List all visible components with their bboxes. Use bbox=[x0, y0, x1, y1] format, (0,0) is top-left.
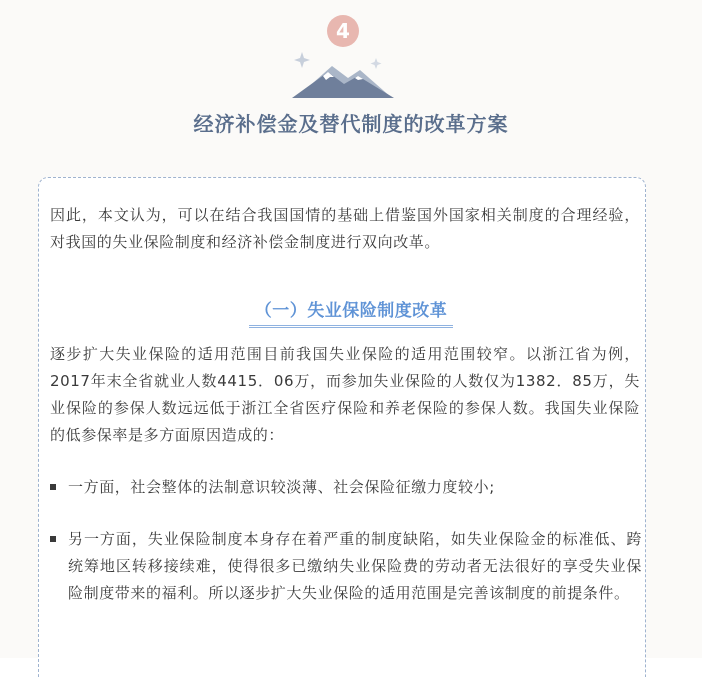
body-paragraph: 逐步扩大失业保险的适用范围目前我国失业保险的适用范围较窄。以浙江省为例，2017年末全省就业人数4415．06万，而参加失业保险的人数仅为1382．85万，失业保险的参保人数远远低于浙江全省医疗保险和养老保险的参保人数。我国失业保险的低参保率是多方面原因造成的： bbox=[50, 345, 640, 444]
section-number-badge bbox=[327, 15, 359, 47]
section-number: 4 bbox=[336, 19, 350, 43]
list-item-text: 一方面，社会整体的法制意识较淡薄、社会保险征缴力度较小; bbox=[68, 478, 495, 496]
bullet-square-icon bbox=[50, 536, 56, 542]
bullet-square-icon bbox=[50, 484, 56, 490]
list-item-text: 另一方面，失业保险制度本身存在着严重的制度缺陷，如失业保险金的标准低、跨统筹地区转移接续难，使得很多已缴纳失业保险费的劳动者无法很好的享受失业保险制度带来的福利。所以逐步扩大失业保险的适用范围是完善该制度的前提条件。 bbox=[68, 530, 642, 602]
intro-paragraph: 因此，本文认为，可以在结合我国国情的基础上借鉴国外国家相关制度的合理经验，对我国的失业保险制度和经济补偿金制度进行双向改革。 bbox=[50, 206, 640, 251]
section-title: 经济补偿金及替代制度的改革方案 bbox=[193, 112, 509, 136]
subsection-heading bbox=[0, 296, 702, 328]
subsection-heading-text: （一）失业保险制度改革 bbox=[249, 296, 454, 328]
mountain-icon bbox=[288, 44, 398, 100]
